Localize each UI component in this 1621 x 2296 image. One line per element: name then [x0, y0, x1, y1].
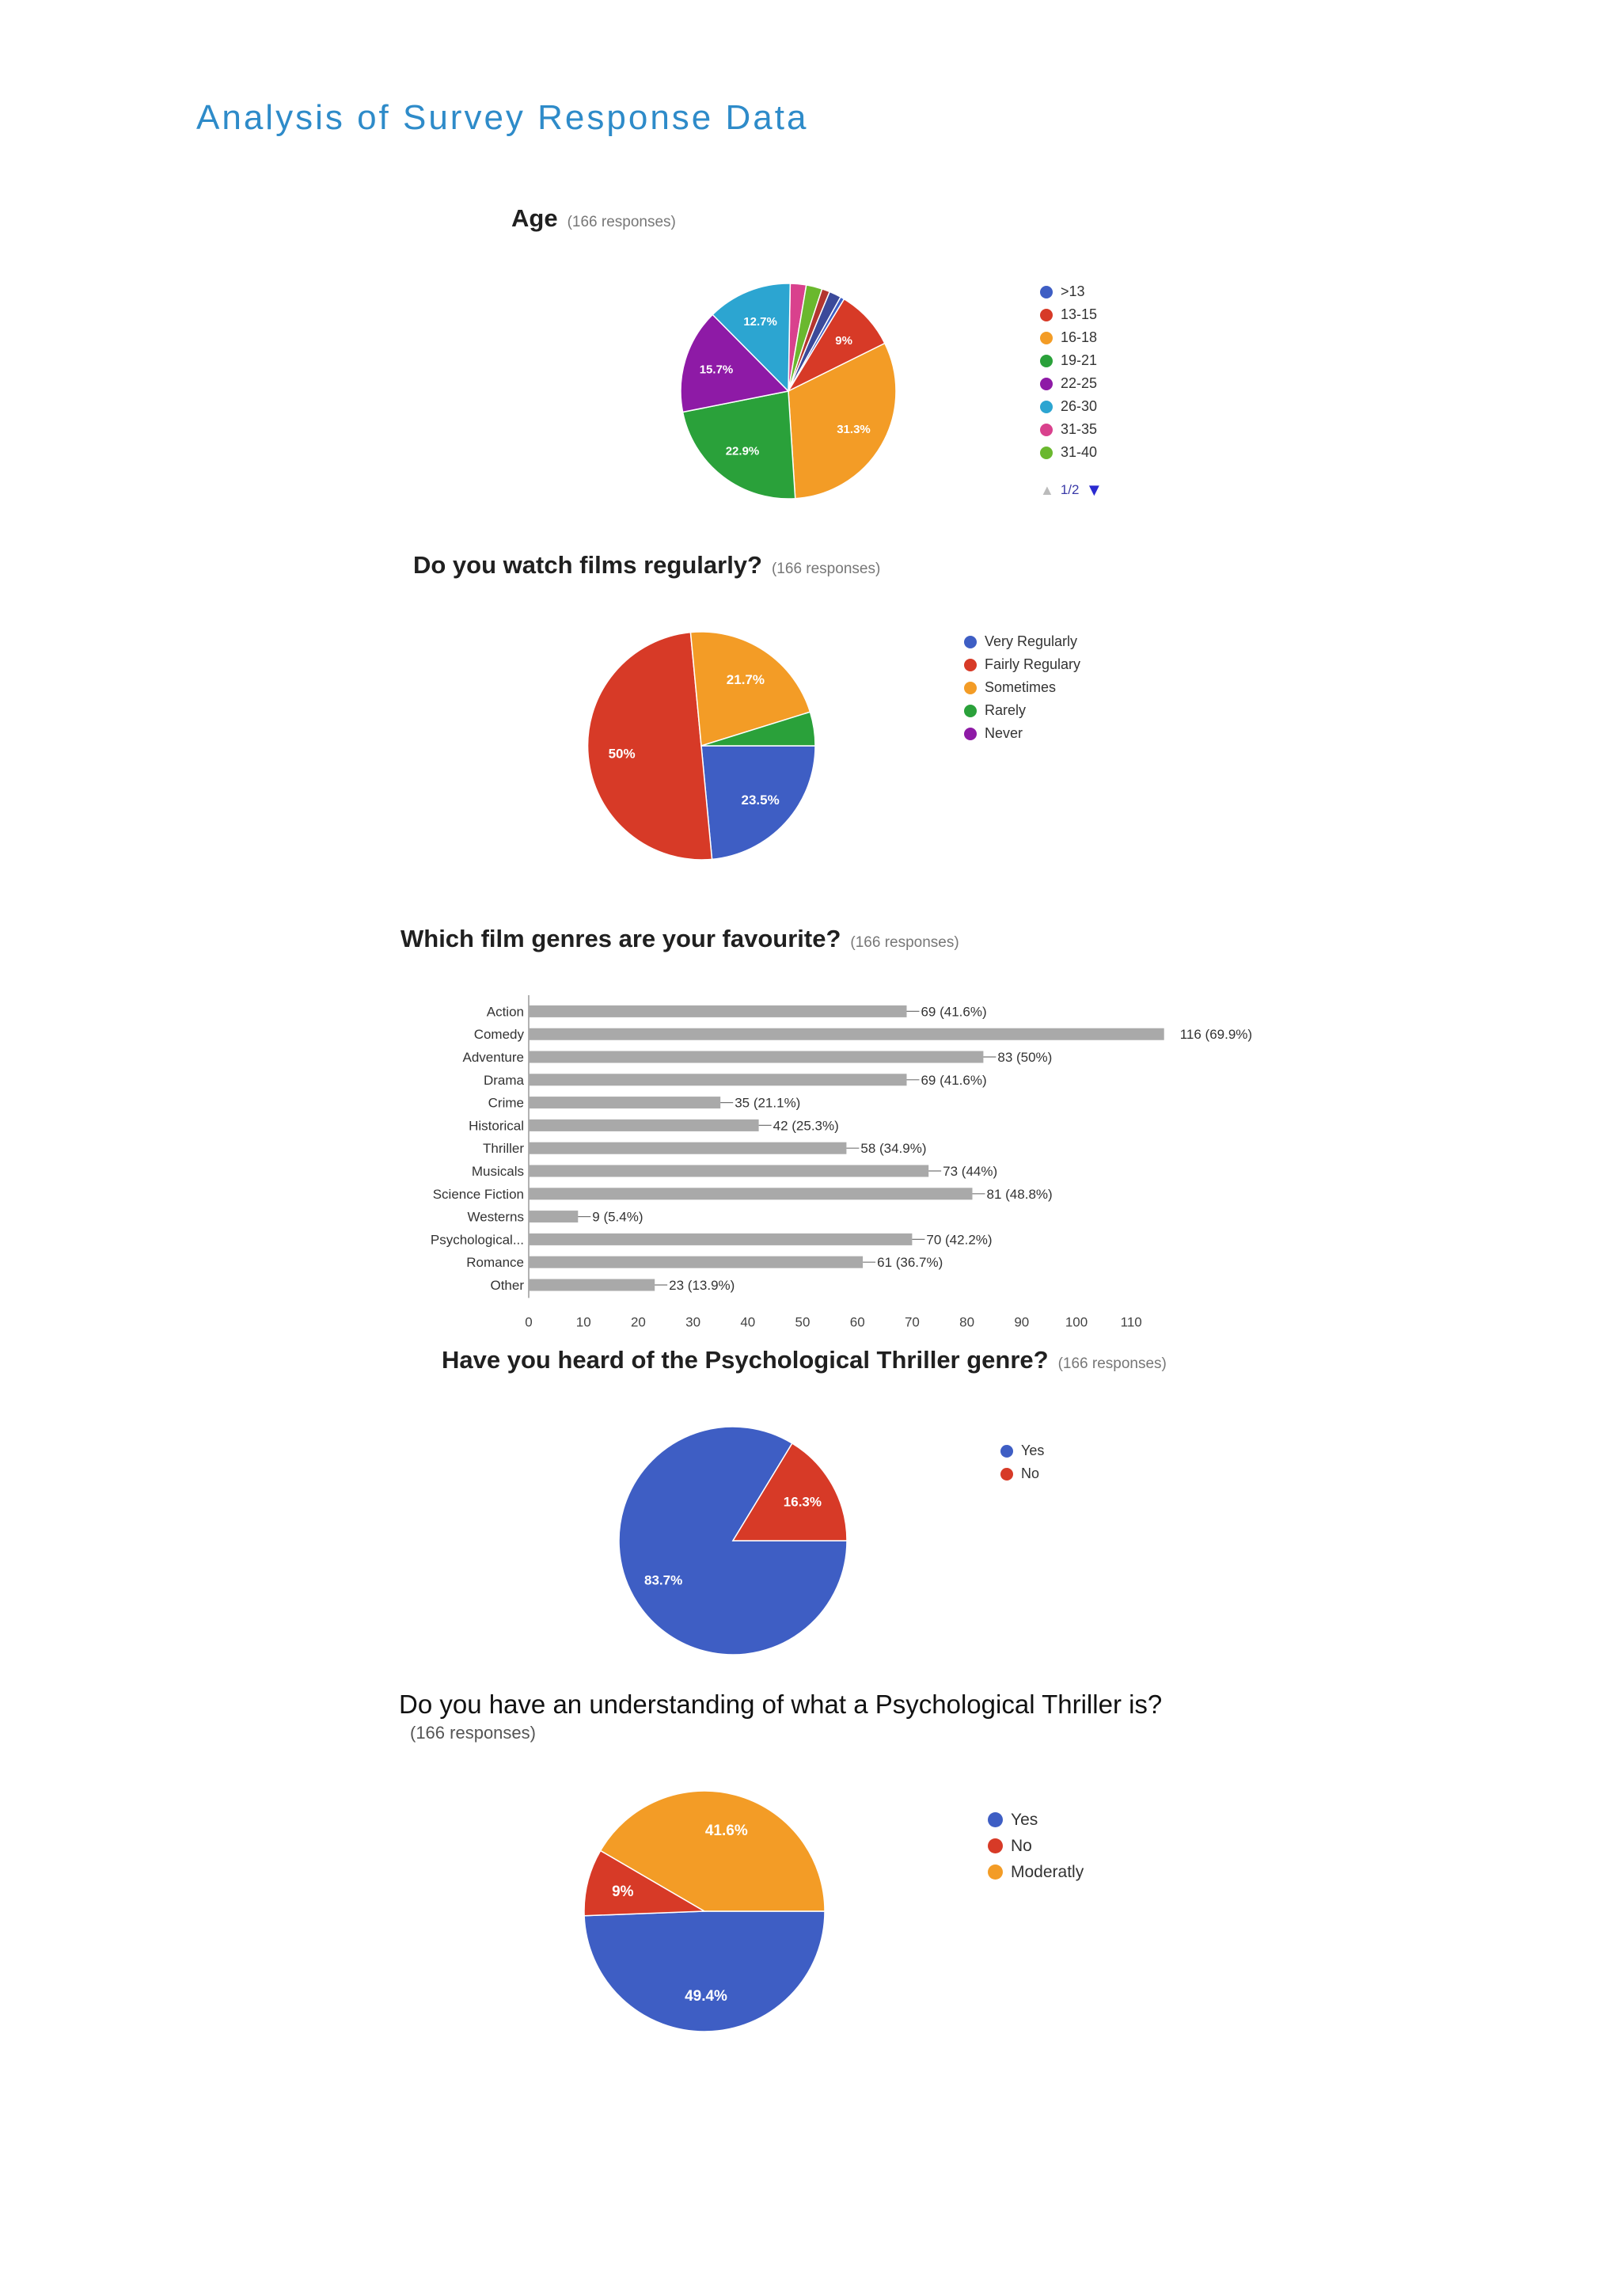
understand-slice-yes [584, 1911, 825, 2032]
legend-page-label: 1/2 [1060, 482, 1080, 497]
genres-x-tick-30: 30 [685, 1314, 701, 1330]
genres-category-label-science-fiction: Science Fiction [432, 1186, 524, 1202]
genres-value-label-crime: 35 (21.1%) [735, 1095, 801, 1111]
genres-title-text: Which film genres are your favourite? [401, 925, 841, 952]
understand-slice-label-yes: 49.4% [685, 1988, 727, 2005]
legend-label: No [1021, 1465, 1040, 1481]
understand-responses: (166 responses) [410, 1723, 536, 1743]
genres-x-tick-40: 40 [740, 1314, 756, 1330]
age-slice-label-22-25: 15.7% [699, 363, 734, 377]
genres-category-label-historical: Historical [469, 1118, 524, 1134]
genres-category-label-romance: Romance [466, 1255, 524, 1271]
genres-value-label-comedy: 116 (69.9%) [1179, 1027, 1253, 1043]
legend-dot [988, 1865, 1003, 1880]
genres-category-label-westerns: Westerns [467, 1209, 524, 1225]
genres-x-tick-20: 20 [630, 1314, 646, 1330]
genres-x-tick-90: 90 [1014, 1314, 1030, 1330]
genres-category-label-psychological: Psychological... [430, 1232, 524, 1248]
genres-category-label-other: Other [490, 1278, 524, 1293]
legend-label: 26-30 [1061, 398, 1098, 414]
watch-title-text: Do you watch films regularly? [413, 551, 762, 579]
legend-label: 22-25 [1061, 375, 1098, 391]
genres-category-label-musicals: Musicals [471, 1164, 524, 1179]
age-title-text: Age [511, 204, 558, 232]
legend-label: Fairly Regulary [985, 656, 1081, 672]
understand-legend-item-no [988, 1833, 1084, 1859]
watch-slice-label-sometimes: 21.7% [726, 672, 765, 687]
understand-pie [584, 1791, 825, 2032]
legend-label: Never [985, 725, 1023, 741]
genres-value-label-thriller: 58 (34.9%) [860, 1141, 927, 1157]
genres-x-tick-110: 110 [1120, 1314, 1142, 1330]
genres-x-tick-70: 70 [904, 1314, 920, 1330]
genres-x-tick-50: 50 [795, 1314, 810, 1330]
age-slice-label-26-30: 12.7% [743, 314, 777, 329]
legend-label: 13-15 [1061, 306, 1098, 322]
legend-label: 16-18 [1061, 329, 1098, 345]
watch-slice-label-very-regularly: 23.5% [741, 792, 780, 808]
legend-label: Very Regularly [985, 633, 1078, 649]
legend-label: 19-21 [1061, 352, 1098, 368]
genres-category-label-comedy: Comedy [473, 1027, 524, 1043]
legend-dot [988, 1838, 1003, 1853]
heard-responses: (166 responses) [1057, 1355, 1167, 1372]
genres-value-label-drama: 69 (41.6%) [921, 1072, 987, 1088]
legend-label: No [1011, 1836, 1032, 1855]
legend-label: 31-35 [1061, 421, 1098, 437]
chart-title-understand: Do you have an understanding of what a Psychological Thriller is? [399, 1690, 1163, 1719]
genres-category-label-action: Action [486, 1004, 524, 1020]
legend-label: Sometimes [985, 679, 1057, 695]
age-slice-label-16-18: 31.3% [837, 422, 871, 436]
understand-slice-label-moderatly: 41.6% [704, 1822, 748, 1839]
genres-x-tick-60: 60 [849, 1314, 865, 1330]
age-slice-label-13-15: 9% [835, 333, 852, 348]
next-page-icon[interactable]: ▼ [1085, 480, 1103, 500]
understand-legend [988, 1807, 1084, 1885]
legend-label: 31-40 [1061, 444, 1098, 460]
genres-x-tick-100: 100 [1065, 1314, 1088, 1330]
prev-page-icon[interactable]: ▲ [1040, 481, 1054, 498]
legend-label: >13 [1061, 283, 1085, 299]
understand-slice-label-no: 9% [612, 1883, 634, 1900]
legend-label: Yes [1021, 1443, 1045, 1458]
genres-value-label-science-fiction: 81 (48.8%) [986, 1186, 1053, 1202]
heard-title-text: Have you heard of the Psychological Thriller genre? [442, 1346, 1049, 1374]
page-title: Analysis of Survey Response Data [196, 98, 809, 137]
understand-legend-item-yes [988, 1807, 1084, 1833]
genres-category-label-adventure: Adventure [462, 1050, 524, 1065]
genres-responses: (166 responses) [850, 934, 959, 951]
genres-x-tick-0: 0 [525, 1314, 533, 1330]
genres-value-label-musicals: 73 (44%) [943, 1164, 998, 1179]
heard-slice-label-no: 16.3% [783, 1494, 822, 1510]
genres-x-tick-10: 10 [575, 1314, 591, 1330]
legend-label: Rarely [985, 702, 1027, 718]
genres-category-label-crime: Crime [488, 1095, 524, 1111]
genres-x-tick-80: 80 [959, 1314, 975, 1330]
age-responses: (166 responses) [567, 214, 676, 230]
heard-slice-label-yes: 83.7% [643, 1572, 683, 1588]
genres-value-label-historical: 42 (25.3%) [773, 1118, 839, 1134]
genres-category-label-thriller: Thriller [483, 1141, 524, 1157]
legend-label: Moderatly [1011, 1862, 1084, 1881]
genres-value-label-other: 23 (13.9%) [669, 1278, 735, 1293]
genres-value-label-psychological: 70 (42.2%) [926, 1232, 993, 1248]
genres-value-label-romance: 61 (36.7%) [877, 1255, 943, 1271]
watch-slice-label-fairly-regulary: 50% [608, 746, 636, 762]
genres-value-label-westerns: 9 (5.4%) [592, 1209, 643, 1225]
genres-value-label-action: 69 (41.6%) [921, 1004, 987, 1020]
genres-value-label-adventure: 83 (50%) [997, 1050, 1053, 1065]
age-slice-label-19-21: 22.9% [725, 444, 760, 458]
genres-category-label-drama: Drama [483, 1072, 524, 1088]
legend-dot [988, 1812, 1003, 1827]
legend-label: Yes [1011, 1810, 1038, 1829]
watch-responses: (166 responses) [771, 561, 881, 577]
understand-legend-item-moderatly [988, 1859, 1084, 1885]
